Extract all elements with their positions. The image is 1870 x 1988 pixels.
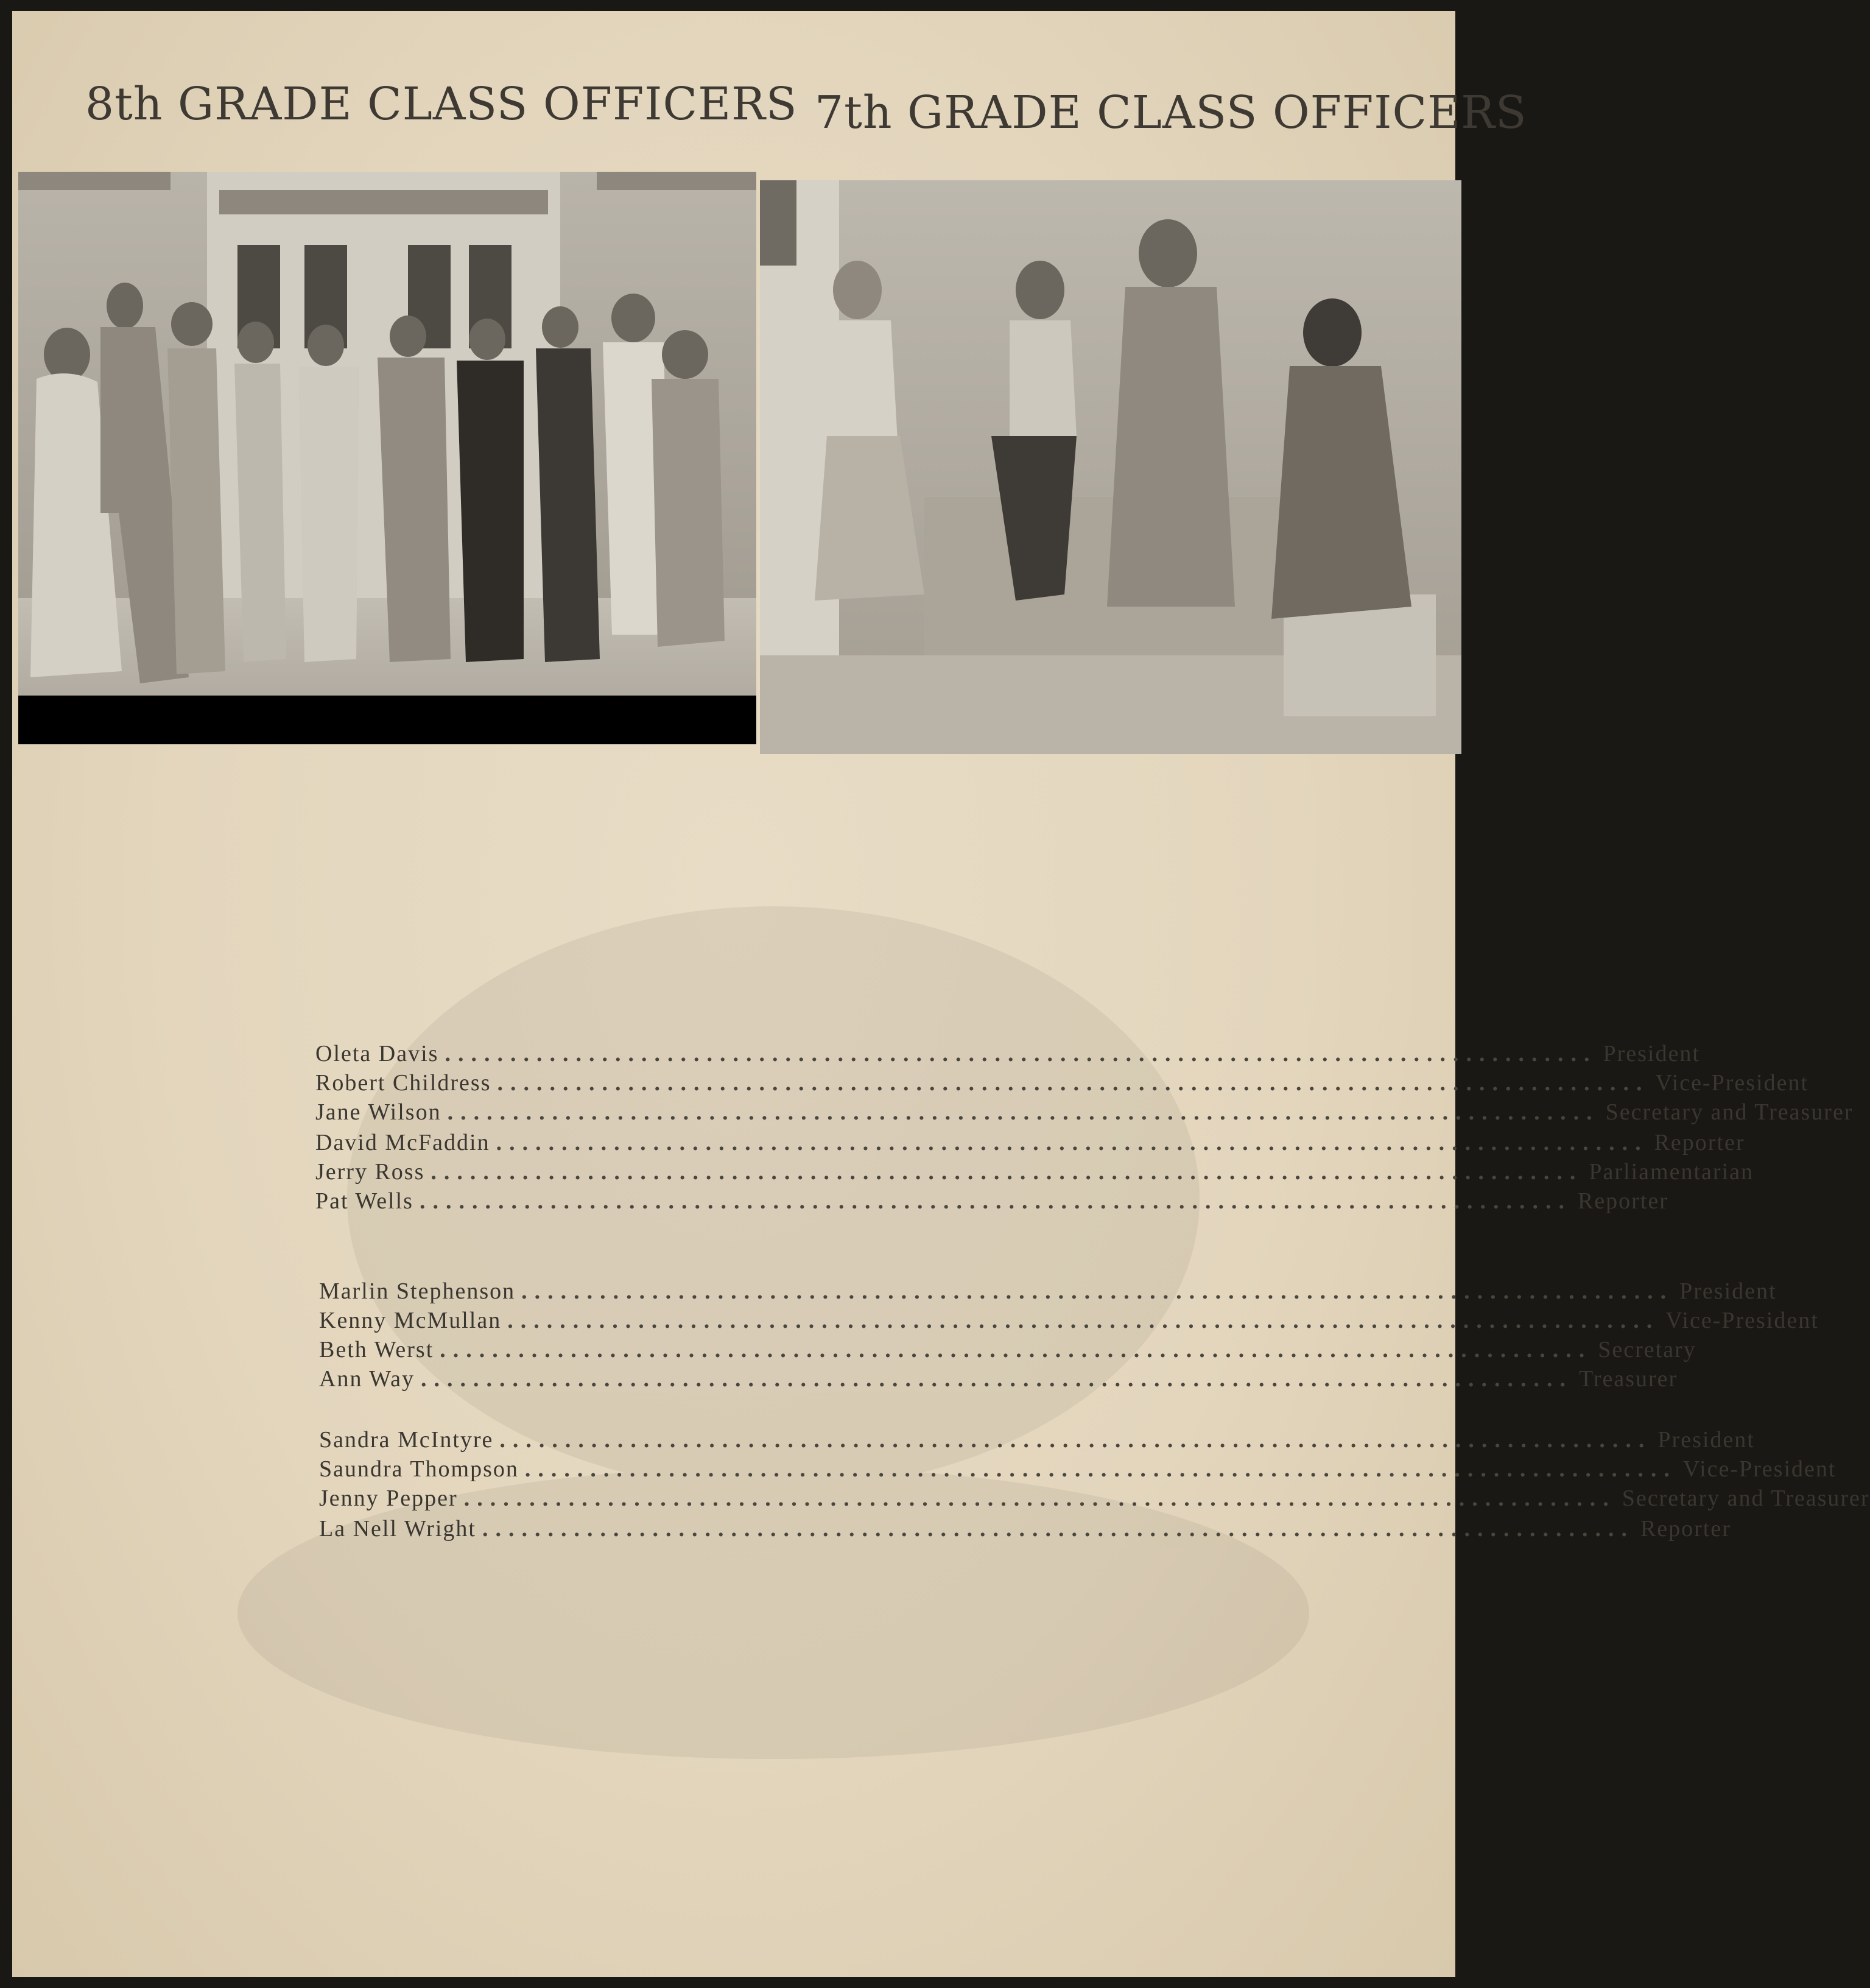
officer-name: La Nell Wright <box>319 1516 476 1542</box>
officer-title: Reporter <box>1654 1130 1745 1155</box>
dot-leader: ........................................................................................ <box>496 1130 1648 1155</box>
officer-row <box>315 1040 1700 1067</box>
officer-row <box>319 1426 1755 1453</box>
officer-title: Secretary and Treasurer <box>1622 1486 1870 1511</box>
dot-leader: ........................................................................................ <box>440 1337 1592 1362</box>
eighth-grade-heading: 8th GRADE CLASS OFFICERS <box>85 78 798 130</box>
officer-title: President <box>1657 1427 1755 1453</box>
officer-title: Parliamentarian <box>1589 1159 1754 1185</box>
dot-leader: ........................................................................................ <box>507 1308 1660 1333</box>
dot-leader: ........................................................................................ <box>431 1159 1583 1185</box>
officer-name: Marlin Stephenson <box>319 1278 516 1304</box>
officer-name: Jenny Pepper <box>319 1486 458 1511</box>
officer-row <box>319 1515 1731 1542</box>
dot-leader: ........................................................................................ <box>463 1486 1616 1511</box>
officer-row <box>315 1158 1754 1185</box>
officer-row <box>319 1307 1819 1334</box>
officer-title: Secretary <box>1598 1337 1696 1362</box>
officer-row <box>315 1070 1809 1096</box>
officer-name: Oleta Davis <box>315 1041 439 1066</box>
officer-row <box>315 1129 1745 1156</box>
dot-leader: ........................................................................................ <box>419 1188 1572 1214</box>
officer-roster <box>12 11 1870 1977</box>
officer-row <box>319 1485 1870 1512</box>
dot-leader: ........................................................................................ <box>445 1041 1597 1066</box>
dot-leader: ........................................................................................ <box>497 1070 1650 1096</box>
officer-row <box>319 1366 1678 1392</box>
officer-name: Ann Way <box>319 1366 415 1392</box>
seventh-grade-heading: 7th GRADE CLASS OFFICERS <box>815 86 1527 139</box>
dot-leader: ........................................................................................ <box>420 1366 1573 1392</box>
officer-name: Saundra Thompson <box>319 1456 519 1482</box>
officer-name: Robert Childress <box>315 1070 491 1096</box>
officer-name: Sandra McIntyre <box>319 1427 494 1453</box>
officer-title: Reporter <box>1577 1188 1668 1214</box>
officer-title: Reporter <box>1640 1516 1731 1542</box>
officer-title: Vice-President <box>1682 1456 1837 1482</box>
officer-row <box>315 1099 1854 1126</box>
dot-leader: ........................................................................................ <box>482 1516 1634 1542</box>
officer-name: David McFaddin <box>315 1130 490 1155</box>
dot-leader: ........................................................................................ <box>521 1278 1674 1304</box>
dot-leader: ........................................................................................ <box>447 1099 1600 1125</box>
officer-name: Beth Werst <box>319 1337 434 1362</box>
officer-row <box>319 1336 1696 1363</box>
officer-title: Vice-President <box>1665 1308 1819 1333</box>
officer-name: Pat Wells <box>315 1188 413 1214</box>
officer-row <box>319 1278 1777 1305</box>
officer-title: Secretary and Treasurer <box>1605 1099 1854 1125</box>
officer-name: Jane Wilson <box>315 1099 441 1125</box>
officer-title: President <box>1679 1278 1777 1304</box>
officer-name: Jerry Ross <box>315 1159 425 1185</box>
officer-title: Treasurer <box>1578 1366 1678 1392</box>
dot-leader: ........................................................................................ <box>524 1456 1677 1482</box>
dot-leader: ........................................................................................ <box>499 1427 1652 1453</box>
officer-title: President <box>1603 1041 1700 1066</box>
officer-name: Kenny McMullan <box>319 1308 502 1333</box>
officer-title: Vice-President <box>1655 1070 1809 1096</box>
officer-row <box>319 1456 1837 1482</box>
officer-row <box>315 1188 1668 1214</box>
yearbook-page <box>12 11 1870 1977</box>
